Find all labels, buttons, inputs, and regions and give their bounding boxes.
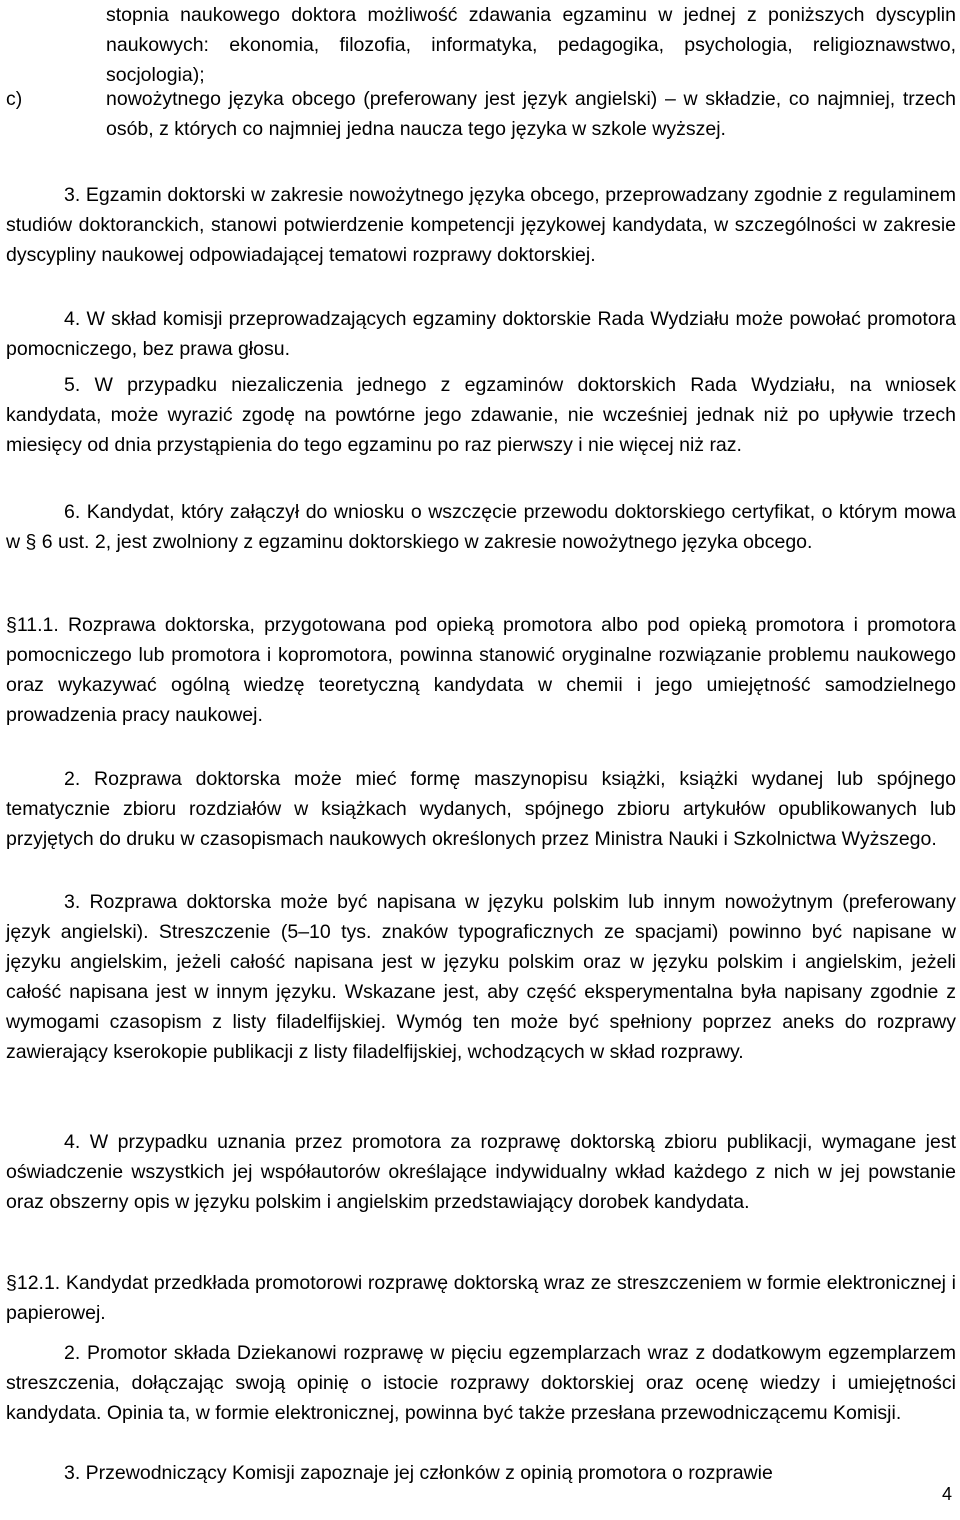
section-12-2: 2. Promotor składa Dziekanowi rozprawę w pięciu egzemplarzach wraz z dodatkowym egzemplarzem streszczenia, dołączając swoją opinię o istocie rozprawy doktorskiej oraz ocenę wiedzy i umiejętności kandydata. Opinia ta, w formie elektronicznej, powinna być także przesłana przewodniczącemu Komisji. (6, 1342, 956, 1424)
paragraph-b-continuation (6, 0, 956, 90)
list-item-c (6, 84, 956, 144)
section-11-1: §11.1. Rozprawa doktorska, przygotowana pod opieką promotora albo pod opieką promotora i promotora pomocniczego lub promotora i kopromotora, powinna stanowić oryginalne rozwiązanie problemu naukowego oraz wykazywać ogólną wiedzę teoretyczną kandydata w chemii i jego umiejętność samodzielnego prowadzenia pracy naukowej. (6, 614, 956, 726)
paragraph-3: 3. Egzamin doktorski w zakresie nowożytnego języka obcego, przeprowadzany zgodnie z regulaminem studiów doktoranckich, stanowi potwierdzenie kompetencji językowej kandydata, w szczególności w zakresie dyscypliny naukowej odpowiadającej tematowi rozprawy doktorskiej. (6, 184, 956, 266)
section-12-3: 3. Przewodniczący Komisji zapoznaje jej członków z opinią promotora o rozprawie (64, 1462, 773, 1484)
list-item-text: nowożytnego języka obcego (preferowany jest język angielski) – w składzie, co najmniej, trzech osób, z których co najmniej jedna naucza tego języka w szkole wyższej. (106, 88, 956, 140)
paragraph-5: 5. W przypadku niezaliczenia jednego z egzaminów doktorskich Rada Wydziału, na wniosek kandydata, może wyrazić zgodę na powtórne jego zdawanie, nie wcześniej jednak niż po upływie trzech miesięcy od dnia przystąpienia do tego egzaminu po raz pierwszy i nie więcej niż raz. (6, 374, 956, 456)
paragraph-4: 4. W skład komisji przeprowadzających egzaminy doktorskie Rada Wydziału może powołać promotora pomocniczego, bez prawa głosu. (6, 308, 956, 360)
paragraph-text: stopnia naukowego doktora możliwość zdawania egzaminu w jednej z poniższych dyscyplin naukowych: ekonomia, filozofia, informatyka, pedagogika, psychologia, religioznawstwo, socjologia); (106, 4, 956, 86)
section-12-1: §12.1. Kandydat przedkłada promotorowi rozprawę doktorską wraz ze streszczeniem w formie elektronicznej i papierowej. (6, 1272, 956, 1324)
paragraph-6: 6. Kandydat, który załączył do wniosku o wszczęcie przewodu doktorskiego certyfikat, o którym mowa w § 6 ust. 2, jest zwolniony z egzaminu doktorskiego w zakresie nowożytnego języka obcego. (6, 501, 956, 553)
section-11-3: 3. Rozprawa doktorska może być napisana w języku polskim lub innym nowożytnym (preferowany język angielski). Streszczenie (5–10 tys. znaków typograficznych ze spacjami) powinno być napisane w języku angielskim, jeżeli całość napisana jest w języku polskim oraz w języku polskim i angielskim, jeżeli całość napisana jest w innym języku. Wskazane jest, aby część eksperymentalna była napisany zgodnie z wymogami czasopism z listy filadelfijskiej. Wymóg ten może być spełniony poprzez aneks do rozprawy zawierający kserokopie publikacji z listy filadelfijskiej, wchodzących w skład rozprawy. (6, 891, 956, 1063)
section-11-2: 2. Rozprawa doktorska może mieć formę maszynopisu książki, książki wydanej lub spójnego tematycznie zbioru rozdziałów w książkach wydanych, spójnego zbioru artykułów opublikowanych lub przyjętych do druku w czasopismach naukowych określonych przez Ministra Nauki i Szkolnictwa Wyższego. (6, 768, 956, 850)
page-number: 4 (941, 1484, 952, 1504)
list-label: c) (6, 88, 23, 110)
section-11-4: 4. W przypadku uznania przez promotora za rozprawę doktorską zbioru publikacji, wymagane jest oświadczenie wszystkich jej współautorów określające indywidualny wkład każdego z nich w jej powstanie oraz obszerny opis w języku polskim i angielskim przedstawiający dorobek kandydata. (6, 1131, 956, 1213)
